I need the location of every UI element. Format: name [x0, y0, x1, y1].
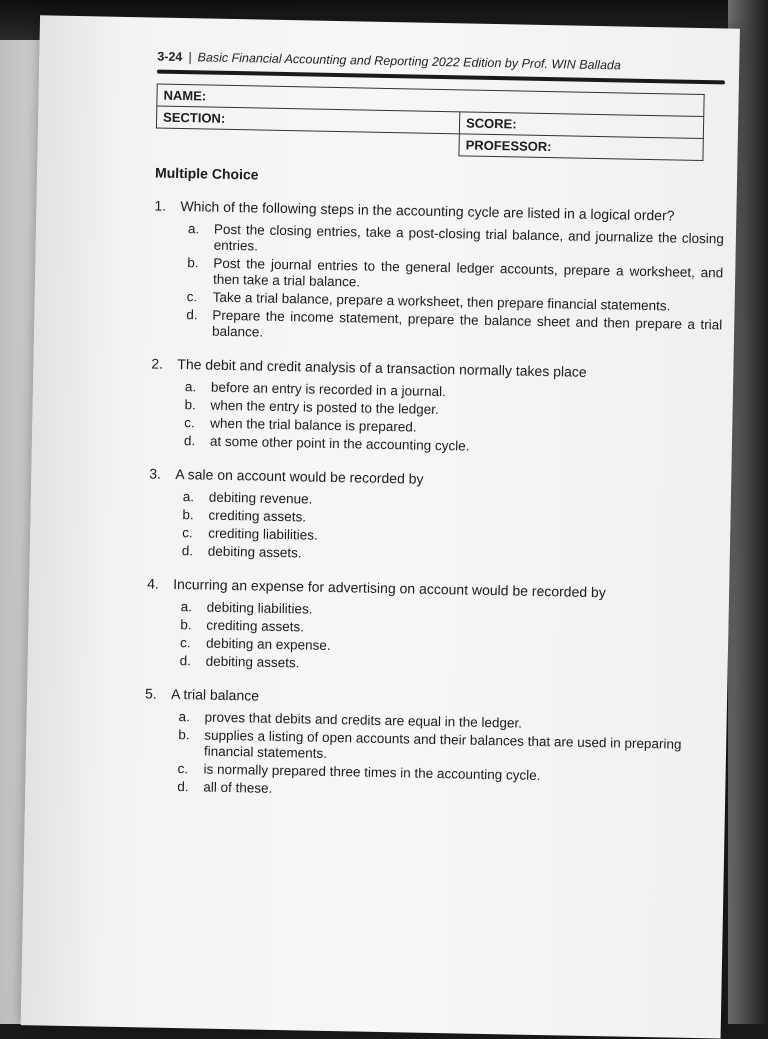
question-1: [152, 197, 725, 350]
page-number: 3-24: [157, 49, 183, 65]
choice-list: [186, 221, 724, 349]
choice-letter: c.: [186, 289, 198, 305]
choice-text: Prepare the income statement, prepare the balance sheet and then prepare a trial balance.: [211, 307, 723, 340]
question-number: 1.: [154, 197, 167, 214]
choice-letter: d.: [181, 543, 194, 559]
choice-letter: a.: [187, 221, 200, 237]
question-5: [143, 684, 715, 805]
question-number: 2.: [151, 355, 164, 372]
question-text: Which of the following steps in the accounting cycle are listed in a logical order?: [180, 198, 675, 224]
choice-list: [182, 489, 719, 569]
choice-text: debiting revenue.: [208, 489, 313, 507]
question-list: [143, 197, 724, 806]
choice-text: before an entry is recorded in a journal.: [210, 379, 446, 400]
section-field: SECTION:: [156, 106, 459, 134]
question-text: Incurring an expense for advertising on account would be recorded by: [173, 575, 606, 601]
choice-letter: b.: [182, 507, 194, 523]
choice-text: Take a trial balance, prepare a worksheet, then prepare financial statements.: [212, 289, 671, 314]
choice-letter: d.: [177, 779, 189, 795]
question-number: 5.: [144, 685, 157, 702]
book-page: [21, 15, 740, 1038]
name-field: NAME:: [157, 84, 704, 116]
question-3: [148, 464, 720, 569]
choice-letter: b.: [180, 617, 192, 633]
question-number: 4.: [147, 575, 160, 592]
choice-list: [184, 379, 721, 459]
question-stem: [149, 464, 719, 493]
question-stem: [145, 684, 715, 713]
choice-letter: c.: [179, 635, 191, 651]
choice-letter: a.: [178, 709, 191, 725]
choice-letter: b.: [187, 255, 199, 271]
choice-letter: a.: [182, 489, 195, 505]
choice-letter: d.: [179, 653, 192, 669]
choice-text: Post the journal entries to the general ledger accounts, prepare a worksheet, and then take a trial balance.: [212, 255, 724, 290]
question-text: A sale on account would be recorded by: [175, 465, 424, 487]
choice-text: Post the closing entries, take a post-closing trial balance, and journalize the closing entries.: [213, 221, 725, 254]
blank-cell: [156, 128, 459, 156]
question-stem: [151, 354, 721, 383]
choice-list: [177, 709, 715, 805]
question-4: [146, 574, 718, 679]
choice-letter: b.: [184, 397, 197, 413]
question-text: The debit and credit analysis of a transaction normally takes place: [177, 355, 587, 380]
choice-letter: c.: [182, 525, 193, 541]
choice-letter: a.: [184, 379, 197, 395]
choice-letter: c.: [177, 761, 189, 777]
book-title: Basic Financial Accounting and Reporting 2022 Edition by Prof. WIN Ballada: [197, 50, 622, 73]
choice-text: supplies a listing of open accounts and their balances that are used in preparing financial statements.: [203, 727, 682, 761]
choice-text: at some other point in the accounting cycle.: [209, 433, 470, 454]
choice-text: when the entry is posted to the ledger.: [210, 397, 439, 418]
professor-field: PROFESSOR:: [459, 134, 703, 161]
choice-text: debiting an expense.: [205, 635, 331, 653]
choice-letter: b.: [178, 727, 190, 743]
choice-letter: d.: [183, 433, 196, 449]
choice-text: all of these.: [203, 779, 273, 796]
choice-text: debiting assets.: [207, 543, 302, 561]
score-field: SCORE:: [459, 112, 703, 139]
choice-text: crediting assets.: [208, 507, 307, 525]
student-info-box: [155, 84, 704, 162]
question-2: [150, 354, 722, 459]
header-separator: |: [188, 50, 192, 65]
choice-list: [180, 599, 717, 679]
question-stem: [147, 574, 717, 603]
choice-text: crediting assets.: [206, 617, 305, 635]
question-stem: [154, 197, 724, 226]
choice-text: debiting liabilities.: [206, 599, 313, 617]
section-title: Multiple Choice: [154, 164, 259, 183]
choice-text: when the trial balance is prepared.: [210, 415, 417, 435]
choice-text: debiting assets.: [205, 653, 300, 671]
choice-text: is normally prepared three times in the accounting cycle.: [203, 761, 541, 784]
question-text: A trial balance: [170, 685, 260, 704]
choice-letter: c.: [184, 415, 195, 431]
choice-letter: a.: [180, 599, 193, 615]
question-number: 3.: [149, 465, 162, 482]
page-content: [143, 50, 727, 808]
choice-letter: d.: [186, 307, 198, 323]
choice-text: crediting liabilities.: [208, 525, 318, 543]
choice-text: proves that debits and credits are equal in the ledger.: [204, 709, 523, 731]
